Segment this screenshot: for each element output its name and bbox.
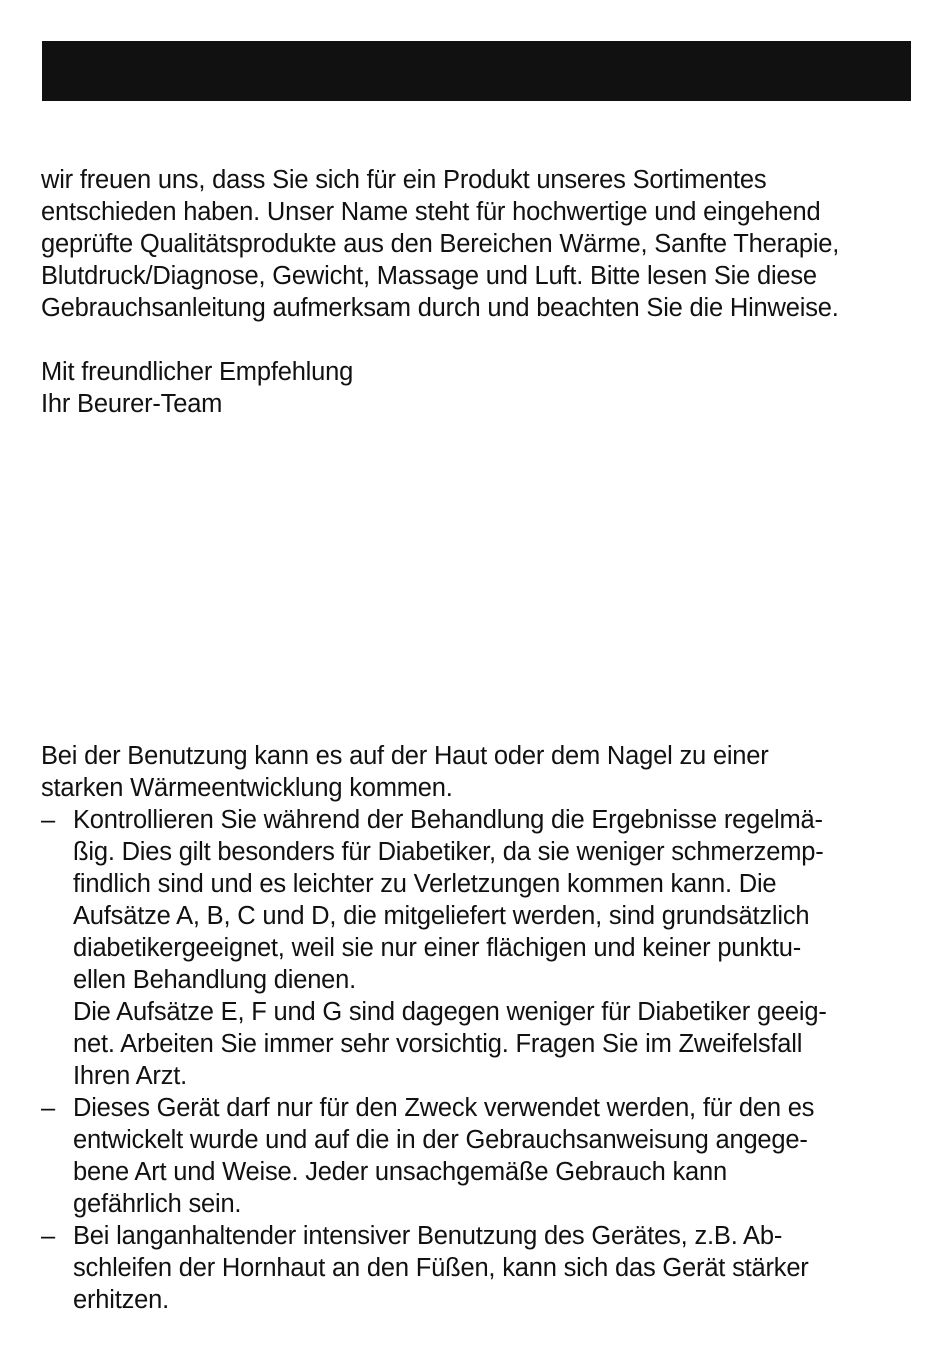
dash-marker: –	[41, 1094, 55, 1122]
bullet-line: net. Arbeiten Sie immer sehr vorsichtig. Fragen Sie im Zweifelsfall	[73, 1030, 803, 1058]
intro-line: Blutdruck/Diagnose, Gewicht, Massage und Luft. Bitte lesen Sie diese	[41, 262, 817, 290]
intro-line: Gebrauchsanleitung aufmerksam durch und beachten Sie die Hinweise.	[41, 294, 839, 322]
bullet-line: schleifen der Hornhaut an den Füßen, kann sich das Gerät stärker	[73, 1254, 809, 1282]
dash-marker: –	[41, 806, 55, 834]
dash-marker: –	[41, 1222, 55, 1250]
bullet-line: entwickelt wurde und auf die in der Gebrauchsanweisung angege-	[73, 1126, 808, 1154]
closing-greeting: Mit freundlicher Empfehlung	[41, 358, 354, 386]
bullet-line: erhitzen.	[73, 1286, 170, 1314]
bullet-line: Dieses Gerät darf nur für den Zweck verwendet werden, für den es	[73, 1094, 815, 1122]
safety-bullet-1	[41, 804, 901, 1092]
bullet-line: bene Art und Weise. Jeder unsachgemäße Gebrauch kann	[73, 1158, 727, 1186]
closing-block	[41, 356, 353, 420]
bullet-line: Bei langanhaltender intensiver Benutzung des Gerätes, z.B. Ab-	[73, 1222, 783, 1250]
intro-paragraph	[41, 164, 839, 324]
safety-intro-line: starken Wärmeentwicklung kommen.	[41, 774, 453, 802]
safety-bullet-2	[41, 1092, 901, 1220]
intro-line: wir freuen uns, dass Sie sich für ein Produkt unseres Sortimentes	[41, 166, 767, 194]
bullet-line: ßig. Dies gilt besonders für Diabetiker, da sie weniger schmerzemp-	[73, 838, 824, 866]
header-bar	[42, 41, 911, 101]
bullet-line: Kontrollieren Sie während der Behandlung die Ergebnisse regelmä-	[73, 806, 823, 834]
safety-intro-line: Bei der Benutzung kann es auf der Haut oder dem Nagel zu einer	[41, 742, 769, 770]
bullet-line: Ihren Arzt.	[73, 1062, 188, 1090]
bullet-line: ellen Behandlung dienen.	[73, 966, 357, 994]
bullet-line: diabetikergeeignet, weil sie nur einer flächigen und keiner punktu-	[73, 934, 801, 962]
intro-line: entschieden haben. Unser Name steht für hochwertige und eingehend	[41, 198, 821, 226]
safety-bullet-3	[41, 1220, 901, 1316]
bullet-line: findlich sind und es leichter zu Verletzungen kommen kann. Die	[73, 870, 777, 898]
bullet-line: Aufsätze A, B, C und D, die mitgeliefert werden, sind grundsätzlich	[73, 902, 810, 930]
bullet-line: Die Aufsätze E, F und G sind dagegen weniger für Diabetiker geeig-	[73, 998, 827, 1026]
safety-section	[41, 740, 901, 1316]
bullet-line: gefährlich sein.	[73, 1190, 242, 1218]
closing-signature: Ihr Beurer-Team	[41, 390, 223, 418]
intro-line: geprüfte Qualitätsprodukte aus den Bereichen Wärme, Sanfte Therapie,	[41, 230, 840, 258]
